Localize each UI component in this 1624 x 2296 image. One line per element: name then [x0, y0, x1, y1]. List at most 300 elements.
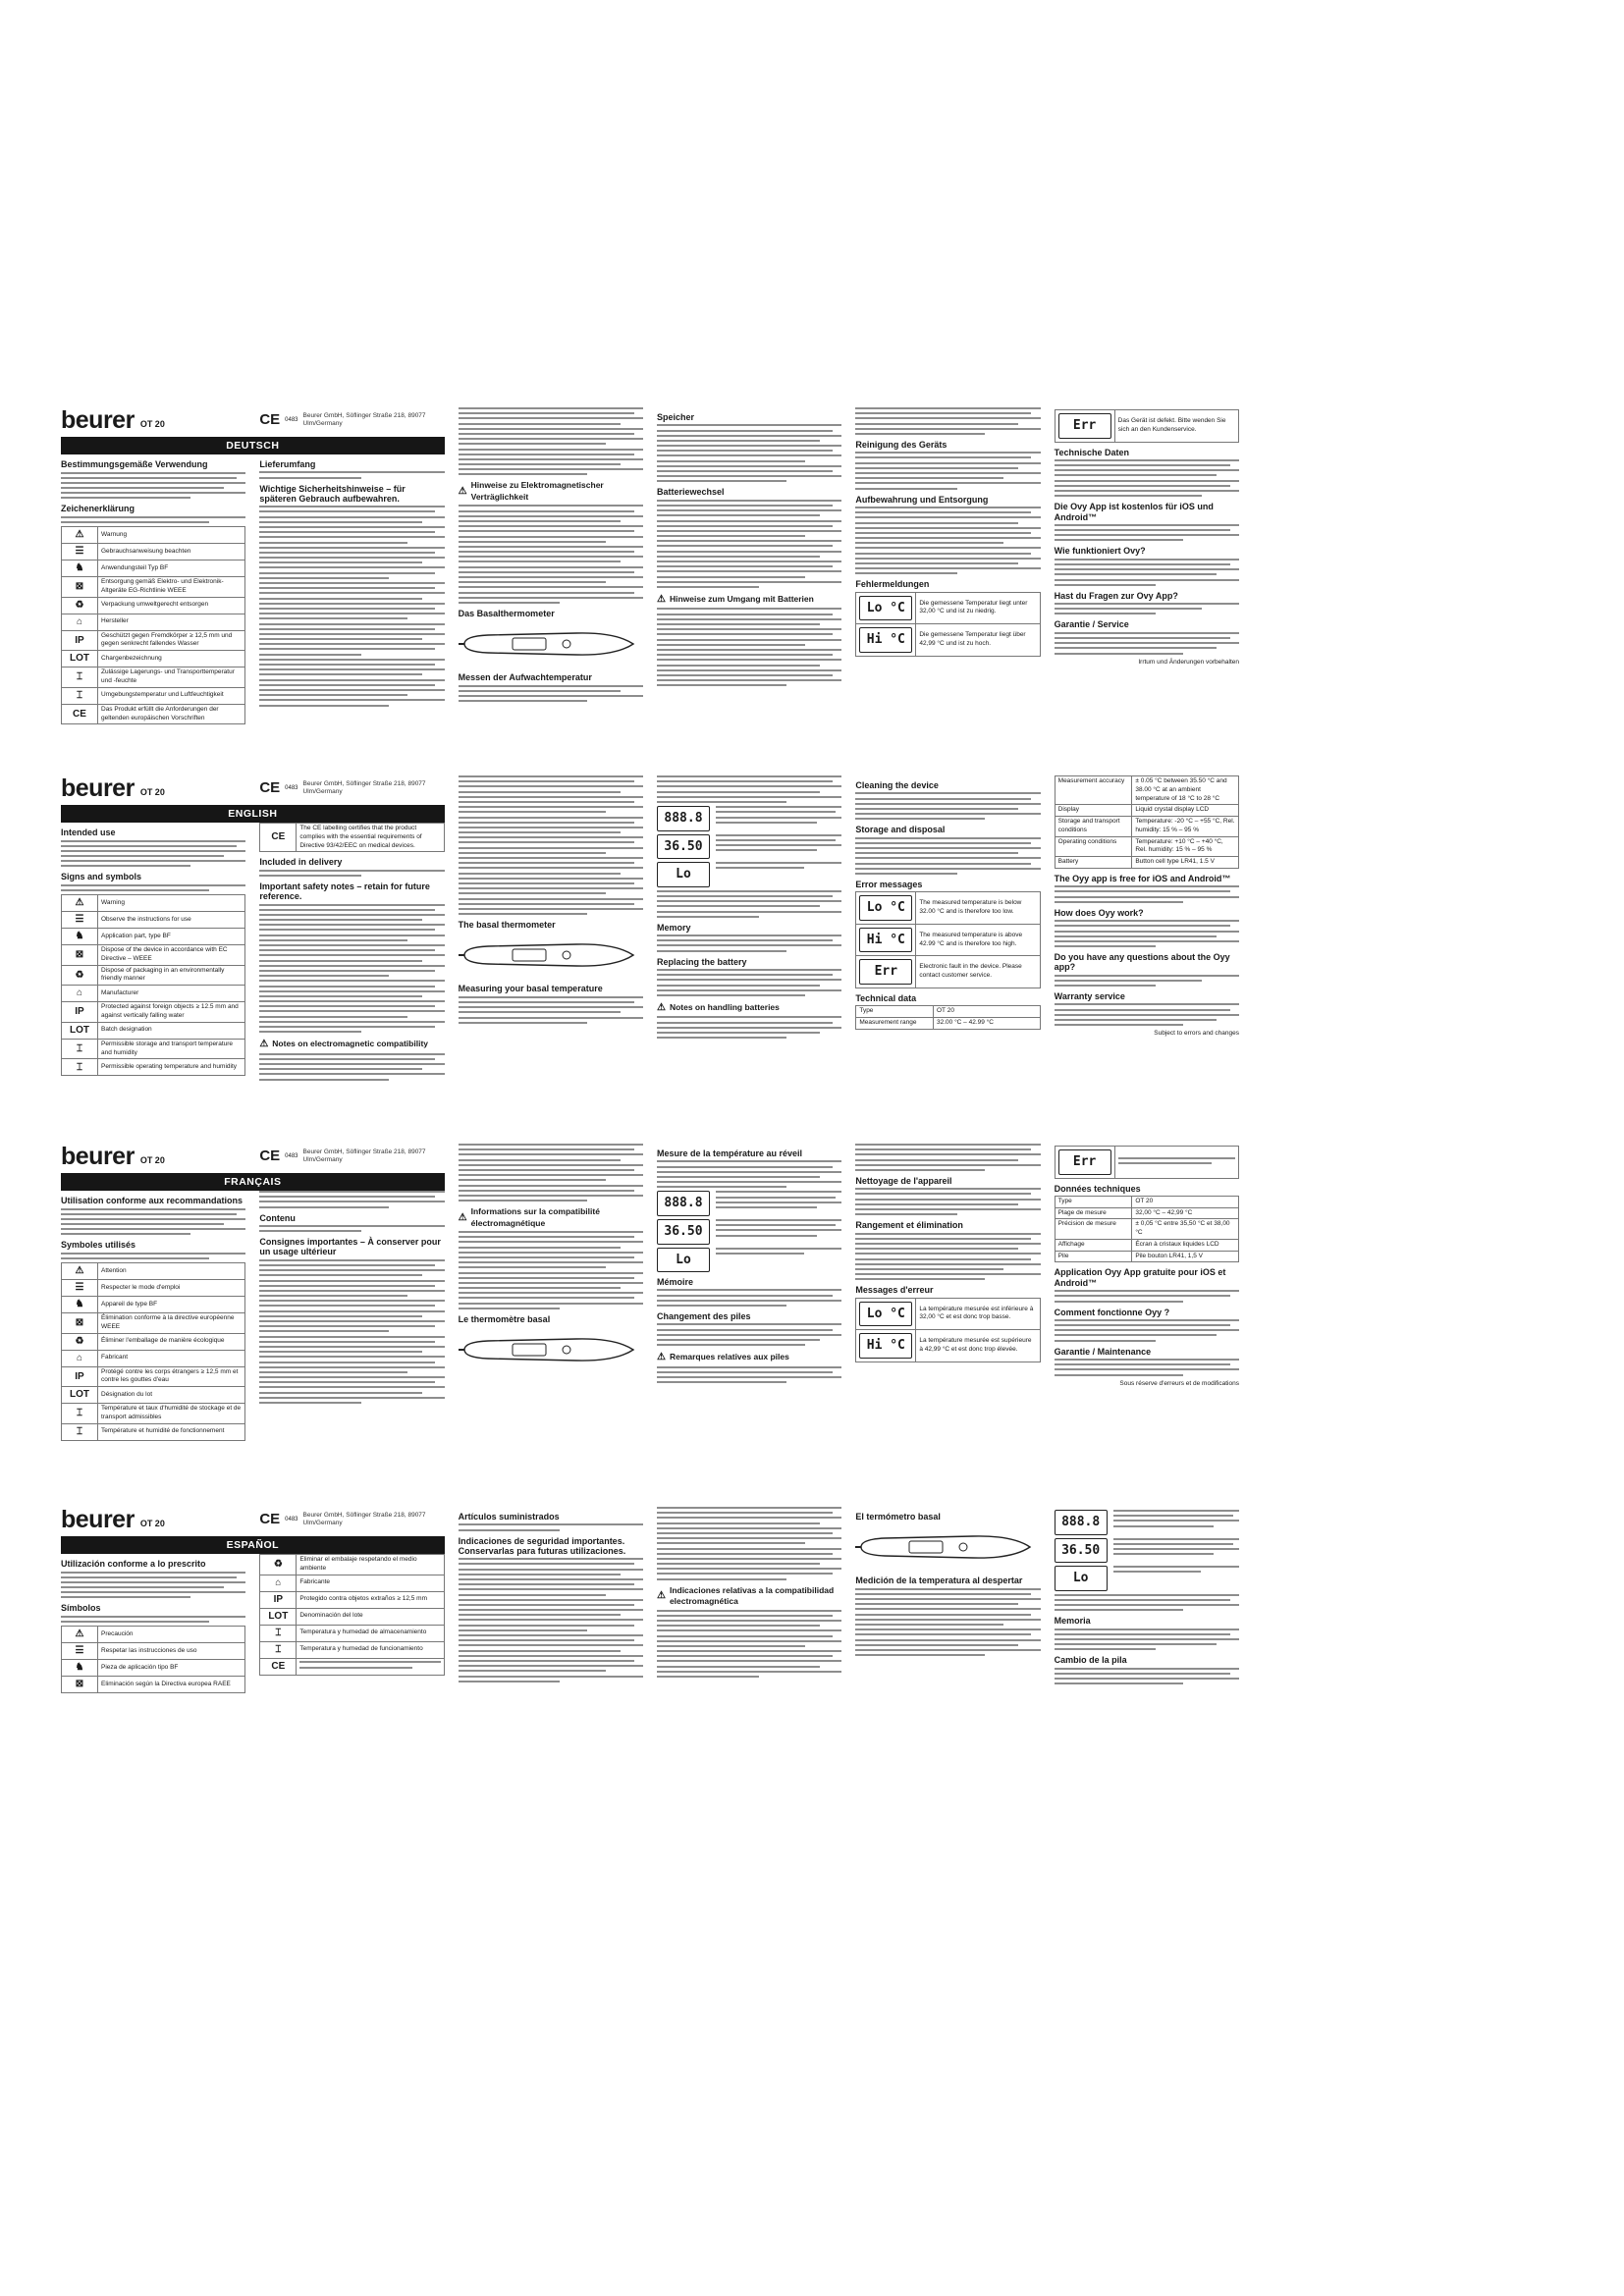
notice-heading: ⚠ Indicaciones relativas a la compatibilidad electromagnética	[656, 1584, 835, 1607]
text-line	[459, 1676, 643, 1678]
body-text	[459, 407, 643, 475]
text-line	[259, 986, 435, 988]
text-line	[259, 1392, 422, 1394]
text-line	[259, 1274, 422, 1276]
symbol-description: Warning	[98, 895, 245, 912]
text-line	[259, 1259, 444, 1261]
section-heading: Storage and disposal	[855, 825, 946, 835]
section-heading: The Oyy app is free for iOS and Android™	[1054, 873, 1231, 883]
text-line	[657, 500, 841, 502]
text-line	[855, 798, 1031, 800]
text-line	[459, 1681, 561, 1682]
notified-body-number: 0483	[285, 784, 298, 791]
recycle-icon: ♻	[260, 1555, 297, 1575]
text-line	[1055, 1594, 1239, 1596]
text-line	[657, 435, 841, 437]
text-line	[855, 847, 1040, 849]
text-line	[459, 561, 622, 562]
text-line	[459, 806, 643, 808]
text-line	[716, 1197, 836, 1199]
text-line	[459, 898, 643, 900]
text-line	[657, 1573, 833, 1575]
text-line	[459, 1195, 643, 1197]
table-row	[62, 895, 245, 912]
text-line	[259, 1201, 444, 1202]
body-text	[459, 996, 643, 1024]
body-text	[259, 471, 444, 478]
text-line	[259, 1381, 435, 1383]
text-line	[855, 1148, 1031, 1150]
section-heading: Utilización conforme a lo prescrito	[61, 1559, 206, 1570]
text-line	[1055, 459, 1239, 461]
symbol-description: Respetar las instrucciones de uso	[98, 1643, 245, 1660]
error-table	[855, 1298, 1040, 1362]
text-line	[259, 699, 444, 701]
table-row	[260, 1575, 444, 1591]
text-line	[657, 623, 820, 625]
language-bar: ESPAÑOL	[61, 1536, 445, 1554]
text-line	[459, 1583, 634, 1585]
text-line	[1055, 1638, 1239, 1640]
thermometer-humidity-icon: ⌶	[62, 667, 98, 688]
crossed-bin-icon: ⊠	[62, 1677, 98, 1693]
ce-table	[259, 823, 444, 852]
section-heading: Das Basalthermometer	[458, 608, 555, 618]
text-line	[459, 857, 643, 859]
text-line	[657, 1305, 786, 1307]
text-line	[61, 1596, 190, 1598]
text-line	[459, 796, 643, 798]
technical-data-table	[1055, 1196, 1239, 1263]
table-row: Operating conditions Temperature: +10 °C – +40 °C, Rel. humidity: 15 % – 95 %	[1055, 836, 1238, 857]
text-line	[459, 1185, 643, 1187]
text-line	[657, 440, 820, 442]
text-line	[1055, 529, 1230, 531]
body-text	[855, 407, 1040, 435]
table-row	[62, 687, 245, 704]
brand-header	[61, 775, 245, 801]
text-line	[1055, 1668, 1239, 1670]
text-line	[657, 665, 820, 667]
text-line	[855, 1253, 1040, 1255]
text-line	[259, 924, 444, 926]
text-line	[1055, 653, 1184, 655]
text-line	[459, 530, 634, 532]
text-line	[259, 547, 444, 549]
symbol-description: Eliminar el embalaje respetando el medio ambiente	[297, 1555, 444, 1575]
notified-body-number: 0483	[285, 416, 298, 423]
table-row	[856, 1330, 1040, 1362]
body-text	[1055, 1359, 1239, 1376]
section-heading: Aufbewahrung und Entsorgung	[855, 494, 989, 505]
warning-icon: ⚠	[458, 486, 467, 498]
text-line	[259, 542, 407, 544]
crossed-bin-icon: ⊠	[62, 945, 98, 966]
text-line	[459, 449, 643, 451]
text-line	[657, 1344, 805, 1346]
section-heading: Changement des piles	[656, 1311, 751, 1322]
section-heading: Medición de la temperatura al despertar	[855, 1575, 1023, 1586]
text-line	[459, 1563, 634, 1565]
text-line	[459, 438, 643, 440]
body-text	[61, 1616, 245, 1623]
text-line	[716, 1248, 841, 1250]
text-line	[459, 685, 643, 687]
text-line	[657, 480, 786, 482]
text-line	[657, 1558, 841, 1560]
section-heading: Wie funktioniert Ovy?	[1054, 546, 1146, 557]
errata-note: Subject to errors and changes	[1154, 1030, 1239, 1038]
text-line	[459, 1266, 607, 1268]
text-line	[259, 477, 361, 479]
text-line	[1055, 925, 1230, 927]
text-line	[61, 1576, 237, 1578]
text-line	[657, 535, 805, 537]
table-row: Plage de mesure 32,00 °C – 42,99 °C	[1055, 1207, 1238, 1219]
text-line	[259, 1330, 389, 1332]
table-row	[62, 614, 245, 630]
text-line	[657, 561, 841, 562]
section-heading: Wichtige Sicherheitshinweise – für späteren Gebrauch aufbewahren.	[259, 483, 406, 504]
text-line	[657, 679, 841, 681]
section-heading: Nettoyage de l'appareil	[855, 1175, 952, 1186]
text-line	[459, 1011, 622, 1013]
text-line	[61, 516, 245, 518]
text-line	[459, 602, 561, 604]
text-line	[459, 903, 634, 905]
model-name: OT 20	[139, 786, 165, 797]
manufacturer-address: Beurer GmbH, Söflinger Straße 218, 89077 Ulm/Germany	[302, 1148, 426, 1163]
text-line	[459, 841, 634, 843]
table-row	[62, 945, 245, 966]
text-line	[1055, 940, 1239, 942]
text-line	[459, 581, 607, 583]
body-text	[855, 452, 1040, 489]
display-example	[657, 1219, 841, 1245]
table-row	[62, 1677, 245, 1693]
section-heading: Batteriewechsel	[656, 487, 725, 498]
text-line	[459, 1017, 643, 1019]
text-line	[855, 462, 1040, 464]
text-line	[657, 895, 833, 897]
text-line	[657, 565, 833, 567]
table-row	[1055, 1147, 1238, 1179]
symbol-description: Temperatura y humedad de funcionamiento	[297, 1641, 444, 1658]
symbol-description: Gebrauchsanweisung beachten	[98, 544, 245, 561]
text-line	[259, 668, 444, 670]
error-table	[1055, 409, 1239, 443]
table-row	[62, 1297, 245, 1313]
text-line	[459, 882, 634, 884]
body-text	[1055, 920, 1239, 947]
lcd-display: Err	[1058, 413, 1111, 439]
section-heading: Fehlermeldungen	[855, 579, 930, 590]
text-line	[459, 1609, 643, 1611]
text-line	[855, 1188, 1040, 1190]
crossed-bin-icon: ⊠	[62, 1313, 98, 1334]
section-heading: Speicher	[656, 412, 695, 422]
text-line	[459, 831, 622, 833]
text-line	[657, 950, 786, 952]
thermometer-humidity-icon: ⌶	[62, 1404, 98, 1424]
text-line	[61, 521, 209, 523]
text-line	[259, 1325, 435, 1327]
section-heading: Zeichenerklärung	[61, 504, 135, 514]
text-line	[657, 994, 805, 996]
section-heading: Messen der Aufwachtemperatur	[458, 672, 592, 683]
symbol-description: Warnung	[98, 527, 245, 544]
text-line	[459, 1660, 634, 1662]
ce-header	[259, 407, 444, 433]
symbol-description: Denominación del lote	[297, 1608, 444, 1625]
body-text	[459, 1523, 643, 1530]
text-line	[61, 1228, 245, 1230]
body-text	[1113, 1538, 1239, 1559]
symbol-description: Observe the instructions for use	[98, 912, 245, 929]
text-line	[855, 1608, 1040, 1610]
text-line	[855, 868, 1040, 870]
section-heading: Technische Daten	[1054, 447, 1130, 457]
text-line	[259, 980, 444, 982]
language-bar: ENGLISH	[61, 805, 445, 823]
text-line	[855, 1193, 1031, 1195]
body-text	[657, 1289, 841, 1307]
text-line	[259, 664, 435, 666]
text-line	[259, 526, 444, 528]
text-line	[259, 970, 435, 972]
text-line	[855, 1169, 985, 1171]
ce-mark-icon: CE	[259, 410, 281, 428]
symbol-table	[61, 1626, 245, 1693]
ce-header	[259, 775, 444, 801]
text-line	[61, 1621, 209, 1623]
text-line	[855, 516, 1040, 518]
section-heading: Hast du Fragen zur Ovy App?	[1054, 590, 1178, 601]
body-text	[61, 1253, 245, 1259]
text-line	[459, 597, 643, 599]
text-line	[1055, 901, 1184, 903]
notice-heading: ⚠ Notes on handling batteries	[656, 1001, 780, 1013]
manual-icon: ☰	[62, 912, 98, 929]
text-line	[259, 689, 444, 691]
text-line	[1055, 1334, 1218, 1336]
section-heading: Measuring your basal temperature	[458, 984, 603, 994]
text-line	[459, 996, 643, 998]
text-line	[459, 1247, 622, 1249]
text-line	[1055, 524, 1239, 526]
text-line	[1055, 1629, 1239, 1630]
text-line	[459, 836, 643, 838]
text-line	[299, 1661, 440, 1663]
text-line	[855, 547, 1040, 549]
text-line	[716, 1229, 841, 1231]
text-line	[855, 863, 1031, 865]
notified-body-number: 0483	[285, 1152, 298, 1159]
brand-header	[61, 1144, 245, 1169]
text-line	[259, 1280, 444, 1282]
symbol-description: Permissible operating temperature and humidity	[98, 1059, 245, 1076]
text-line	[259, 521, 422, 523]
body-text	[61, 516, 245, 523]
table-row	[62, 1660, 245, 1677]
text-line	[657, 1629, 841, 1631]
text-line	[855, 813, 1040, 815]
text-line	[657, 1512, 833, 1514]
text-line	[459, 536, 643, 538]
symbol-description: Dispose of the device in accordance with EC Directive – WEEE	[98, 945, 245, 966]
lot-icon: LOT	[62, 651, 98, 667]
text-line	[855, 433, 985, 435]
text-line	[1118, 1157, 1235, 1159]
text-line	[716, 862, 841, 864]
text-line	[259, 1295, 407, 1297]
lcd-display: Err	[859, 959, 912, 985]
ambient-temperature-icon: ⌶	[260, 1641, 297, 1658]
body-text	[1118, 1157, 1235, 1164]
beurer-logo: beurer	[61, 406, 135, 434]
lcd-display: 36.50	[657, 1219, 710, 1245]
body-text	[1055, 1629, 1239, 1651]
text-line	[1055, 559, 1239, 561]
body-text	[259, 506, 444, 706]
text-line	[61, 482, 245, 484]
text-line	[657, 1625, 820, 1627]
text-line	[459, 473, 588, 475]
text-line	[716, 1191, 841, 1193]
symbol-description: Hersteller	[98, 614, 245, 630]
table-row	[62, 1333, 245, 1350]
beurer-logo: beurer	[61, 1506, 135, 1533]
text-line	[657, 1032, 820, 1034]
text-line	[61, 850, 245, 852]
section-heading: Replacing the battery	[656, 956, 747, 967]
text-line	[259, 1000, 444, 1002]
text-line	[855, 837, 1040, 839]
body-text	[259, 1191, 444, 1208]
text-line	[459, 1174, 643, 1176]
table-row	[62, 667, 245, 688]
text-line	[459, 887, 643, 889]
lcd-display: 888.8	[1055, 1510, 1108, 1535]
text-line	[459, 463, 622, 465]
text-line	[855, 1258, 1031, 1260]
es-column-3	[459, 1507, 643, 2042]
text-line	[459, 412, 634, 414]
text-line	[855, 873, 957, 875]
text-line	[855, 477, 1003, 479]
text-line	[459, 862, 634, 864]
body-text	[61, 884, 245, 891]
text-line	[259, 1058, 435, 1060]
text-line	[657, 974, 833, 976]
text-line	[657, 509, 841, 511]
table-row	[856, 624, 1040, 657]
text-line	[259, 960, 422, 962]
text-line	[657, 659, 841, 661]
text-line	[459, 505, 643, 507]
text-line	[259, 536, 444, 538]
text-line	[1055, 469, 1239, 471]
table-row	[62, 1280, 245, 1297]
lcd-display: Err	[1058, 1149, 1111, 1175]
text-line	[459, 1277, 634, 1279]
text-line	[855, 1213, 957, 1215]
table-row	[260, 1625, 444, 1641]
table-row	[856, 892, 1040, 925]
text-line	[855, 857, 1040, 859]
thermometer-humidity-icon: ⌶	[62, 1039, 98, 1059]
symbol-description: Manufacturer	[98, 986, 245, 1002]
text-line	[657, 586, 759, 588]
text-line	[259, 934, 444, 936]
text-line	[1055, 1673, 1230, 1675]
table-row	[62, 1423, 245, 1440]
text-line	[259, 929, 435, 931]
text-line	[259, 1315, 422, 1317]
body-text	[1055, 1668, 1239, 1685]
text-line	[657, 1376, 841, 1378]
ambient-temperature-icon: ⌶	[62, 687, 98, 704]
text-line	[61, 472, 245, 474]
body-text	[1055, 632, 1239, 655]
model-name: OT 20	[139, 418, 165, 429]
text-line	[657, 916, 759, 918]
text-line	[1055, 495, 1203, 497]
text-line	[855, 1208, 1040, 1210]
section-heading: Do you have any questions about the Oyy app?	[1054, 952, 1230, 973]
section-heading: Consignes importantes – À conserver pour un usage ultérieur	[259, 1237, 441, 1257]
warning-icon: ⚠	[656, 1352, 666, 1363]
symbol-description: Température et humidité de fonctionnement	[98, 1423, 245, 1440]
table-row	[62, 1313, 245, 1334]
text-line	[459, 695, 643, 697]
text-line	[61, 860, 245, 862]
text-line	[459, 1619, 643, 1621]
text-line	[459, 1529, 561, 1531]
notice-heading: ⚠ Hinweise zum Umgang mit Batterien	[656, 593, 814, 605]
symbol-description: Batch designation	[98, 1022, 245, 1039]
symbol-table	[61, 526, 245, 724]
table-row: Précision de mesure ± 0,05 °C entre 35,50 °C et 38,00 °C	[1055, 1219, 1238, 1240]
section-heading: Rangement et élimination	[855, 1220, 963, 1231]
text-line	[657, 1553, 833, 1555]
text-line	[657, 1507, 841, 1509]
text-line	[1055, 980, 1203, 982]
text-line	[657, 1366, 841, 1368]
table-row	[62, 965, 245, 986]
text-line	[61, 889, 209, 891]
symbol-table	[61, 894, 245, 1076]
text-line	[855, 1248, 1018, 1250]
manufacturer-icon: ⌂	[62, 614, 98, 630]
text-line	[459, 1282, 643, 1284]
text-line	[459, 780, 634, 782]
text-line	[459, 700, 588, 702]
body-text	[855, 1233, 1040, 1281]
text-line	[855, 472, 1040, 474]
table-row	[856, 924, 1040, 956]
text-line	[459, 1578, 643, 1580]
text-line	[855, 1598, 1040, 1600]
notice-heading: ⚠ Informations sur la compatibilité électromagnétique	[458, 1206, 600, 1228]
body-text	[1055, 524, 1239, 542]
body-text	[61, 840, 245, 868]
text-line	[459, 690, 622, 692]
lcd-display: 36.50	[1055, 1538, 1108, 1564]
symbol-description: Respecter le mode d'emploi	[98, 1280, 245, 1297]
table-row	[62, 544, 245, 561]
text-line	[716, 834, 841, 836]
